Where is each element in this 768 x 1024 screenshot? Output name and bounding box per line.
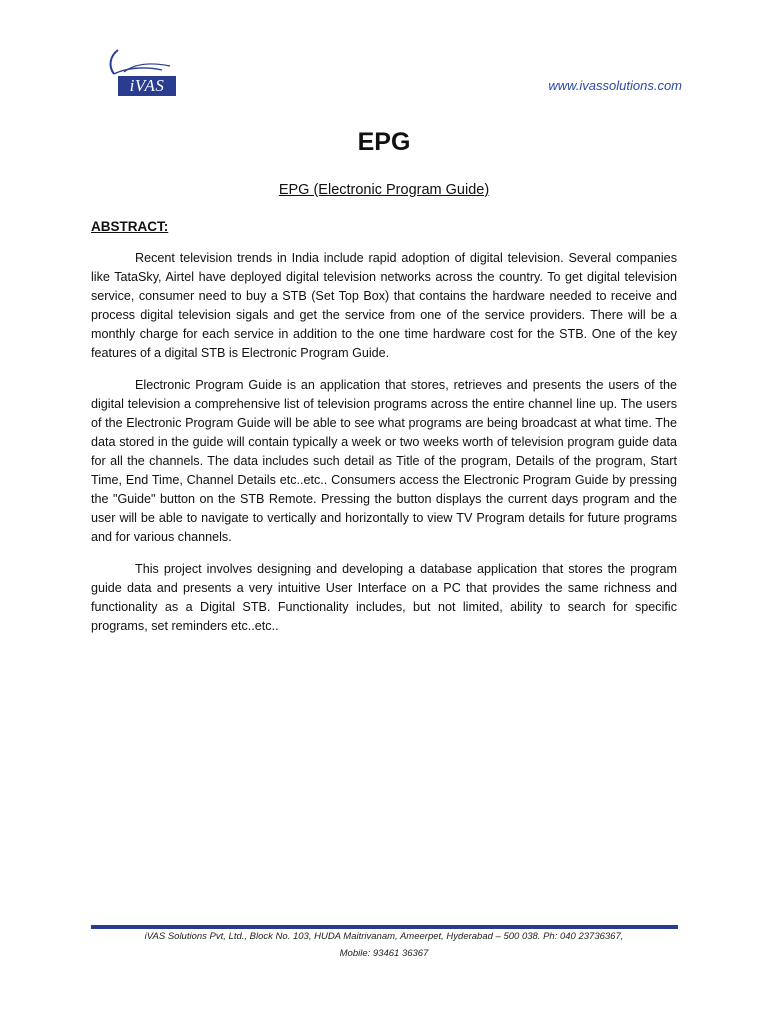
logo-wordmark: iVAS xyxy=(118,76,176,96)
paragraph-3: This project involves designing and developing a database application that stores the program guide data and presents a very intuitive User Interface on a PC that provides the same richness and functionality as a Digital STB. Functionality includes, but not limited, ability to search for specific programs, set reminders etc..etc.. xyxy=(91,562,677,633)
abstract-heading: ABSTRACT: xyxy=(91,219,169,234)
paragraph-2: Electronic Program Guide is an application that stores, retrieves and presents the users of the digital television a comprehensive list of television programs across the entire channel line up. The users of the Electronic Program Guide will be able to see what programs are being broadcast at what time. The data stored in the guide will contain typically a week or two weeks worth of television program guide data for all the channels. The data includes such detail as Title of the program, Details of the program, Start Time, End Time, Channel Details etc..etc.. Consumers access the Electronic Program Guide by pressing the "Guide" button on the STB Remote. Pressing the button displays the current days program and the user will be able to navigate to vertically and horizontally to view TV Program details for future programs and for various channels. xyxy=(91,378,677,544)
footer-divider xyxy=(91,925,678,929)
company-logo xyxy=(100,46,178,98)
footer-address: iVAS Solutions Pvt, Ltd., Block No. 103, HUDA Maitrivanam, Ameerpet, Hyderabad – 500 038. Ph: 040 23736367, xyxy=(144,931,624,942)
logo-swoosh-icon xyxy=(100,46,178,80)
paragraph-1: Recent television trends in India include rapid adoption of digital television. Several companies like TataSky, Airtel have deployed digital television networks across the country. To get digital television service, consumer need to buy a STB (Set Top Box) that contains the hardware needed to receive and process digital television sigals and get the service from one of the service providers. There will be a monthly charge for each service in addition to the one time hardware cost for the STB. One of the key features of a digital STB is Electronic Program Guide. xyxy=(91,251,677,360)
website-link[interactable]: www.ivassolutions.com xyxy=(548,78,682,93)
page-title: EPG xyxy=(357,128,411,156)
footer-mobile: Mobile: 93461 36367 xyxy=(339,948,429,959)
abstract-body xyxy=(91,249,677,649)
page-subtitle: EPG (Electronic Program Guide) xyxy=(278,182,490,198)
